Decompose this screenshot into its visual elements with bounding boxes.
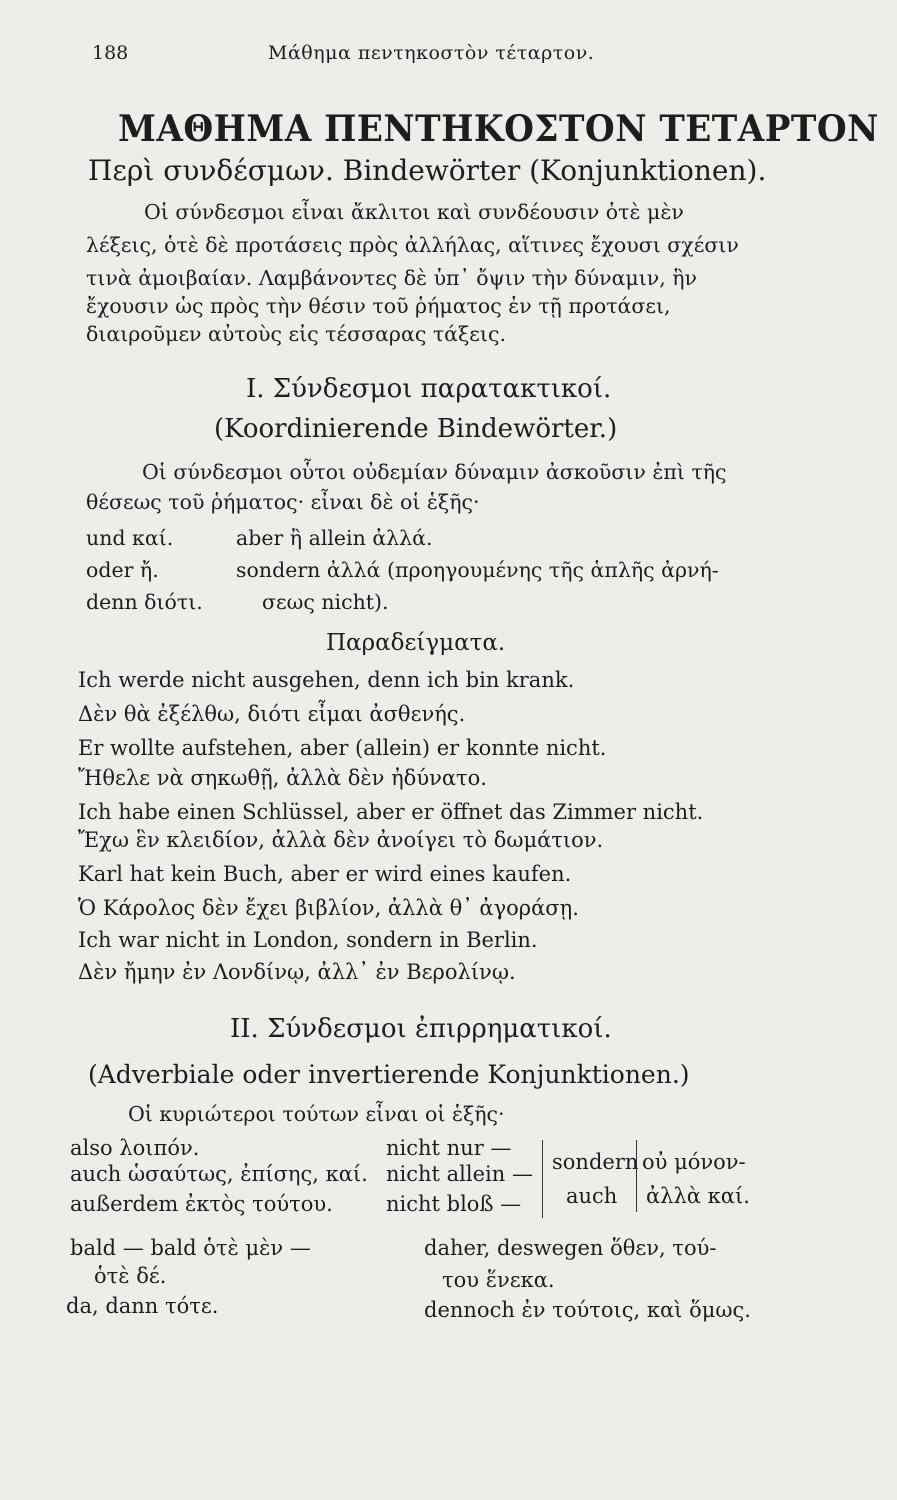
adv-conj: also λοιπόν. — [70, 1136, 200, 1160]
brace — [636, 1140, 639, 1212]
section2-text: Οἱ κυριώτεροι τούτων εἶναι οἱ ἑξῆς· — [128, 1102, 505, 1126]
intro-line: Οἱ σύνδεσμοι εἶναι ἄκλιτοι καὶ συνδέουσιν ὁτὲ μὲν — [144, 200, 684, 224]
lesson-subtitle: Περὶ συνδέσμων. Bindewörter (Konjunktionen). — [88, 154, 767, 187]
adv-conj: auch ὡσαύτως, ἐπίσης, καί. — [70, 1162, 368, 1186]
adv-conj-auch: auch — [566, 1184, 618, 1208]
section1-heading-de: (Koordinierende Bindewörter.) — [214, 414, 618, 444]
example-de: Er wollte aufstehen, aber (allein) er konnte nicht. — [78, 736, 607, 760]
adv-conj-nicht: nicht bloß — — [386, 1192, 522, 1216]
adv-conj: dennoch ἐν τούτοις, καὶ ὅμως. — [424, 1298, 751, 1322]
section2-heading-de: (Adverbiale oder invertierende Konjunktionen.) — [88, 1060, 690, 1089]
conj-left: und καί. — [86, 526, 174, 550]
adv-conj-gr: ἀλλὰ καί. — [646, 1184, 750, 1208]
conj-right: aber ἢ allein ἀλλά. — [236, 526, 433, 550]
example-de: Karl hat kein Buch, aber er wird eines kaufen. — [78, 862, 572, 886]
adv-conj-nicht: nicht allein — — [386, 1162, 533, 1186]
section1-text: θέσεως τοῦ ῥήματος· εἶναι δὲ οἱ ἑξῆς· — [86, 490, 480, 514]
intro-line: τινὰ ἀμοιβαίαν. Λαμβάνοντες δὲ ὑπ᾿ ὄψιν τὴν δύναμιν, ἣν — [86, 266, 698, 290]
example-de: Ich habe einen Schlüssel, aber er öffnet das Zimmer nicht. — [78, 800, 704, 824]
page-number: 188 — [92, 42, 129, 64]
adv-conj: bald — bald ὁτὲ μὲν — — [70, 1236, 311, 1260]
brace — [536, 1140, 543, 1218]
examples-heading: Παραδείγματα. — [326, 630, 506, 656]
example-gr: Ἔχω ἓν κλειδίον, ἀλλὰ δὲν ἀνοίγει τὸ δωμάτιον. — [78, 828, 604, 852]
adv-conj: του ἕνεκα. — [442, 1268, 555, 1292]
section1-text: Οἱ σύνδεσμοι οὗτοι οὐδεμίαν δύναμιν ἀσκοῦσιν ἐπὶ τῆς — [142, 460, 727, 484]
section2-heading: II. Σύνδεσμοι ἐπιρρηματικοί. — [230, 1014, 612, 1044]
intro-line: λέξεις, ὁτὲ δὲ προτάσεις πρὸς ἀλλήλας, αἵτινες ἔχουσι σχέσιν — [86, 233, 739, 257]
example-de: Ich war nicht in London, sondern in Berlin. — [78, 928, 538, 952]
conj-right: σεως nicht). — [262, 590, 389, 614]
adv-conj: daher, deswegen ὅθεν, τού- — [424, 1236, 717, 1260]
intro-line: ἔχουσιν ὡς πρὸς τὴν θέσιν τοῦ ῥήματος ἐν τῇ προτάσει, — [86, 294, 671, 318]
intro-line: διαιροῦμεν αὐτοὺς εἰς τέσσαρας τάξεις. — [86, 322, 506, 346]
conj-right: sondern ἀλλά (προηγουμένης τῆς ἁπλῆς ἀρνή- — [236, 558, 719, 582]
example-gr: Δὲν θὰ ἐξέλθω, διότι εἶμαι ἀσθενής. — [78, 702, 466, 726]
adv-conj-gr: οὐ μόνον- — [642, 1150, 746, 1174]
adv-conj-sondern: sondern — [552, 1150, 639, 1174]
adv-conj-nicht: nicht nur — — [386, 1136, 512, 1160]
example-gr: Ὁ Κάρολος δὲν ἔχει βιβλίον, ἀλλὰ θ᾿ ἀγοράσῃ. — [78, 896, 579, 920]
section1-heading: I. Σύνδεσμοι παρατακτικοί. — [246, 374, 612, 404]
adv-conj: da, dann τότε. — [66, 1294, 219, 1318]
example-gr: Δὲν ἤμην ἐν Λονδίνῳ, ἀλλ᾿ ἐν Βερολίνῳ. — [78, 960, 516, 984]
conj-left: oder ἤ. — [86, 558, 159, 582]
conj-left: denn διότι. — [86, 590, 203, 614]
example-de: Ich werde nicht ausgehen, denn ich bin krank. — [78, 668, 575, 692]
adv-conj: außerdem ἐκτὸς τούτου. — [70, 1192, 333, 1216]
lesson-title: ΜΑΘΗΜΑ ΠΕΝΤΗΚΟΣΤΟΝ ΤΕΤΑΡΤΟΝ — [118, 108, 879, 150]
example-gr: Ἤθελε νὰ σηκωθῇ, ἀλλὰ δὲν ἠδύνατο. — [78, 766, 487, 790]
adv-conj: ὁτὲ δέ. — [94, 1264, 167, 1288]
running-header: Μάθημα πεντηκοστὸν τέταρτον. — [268, 42, 595, 64]
